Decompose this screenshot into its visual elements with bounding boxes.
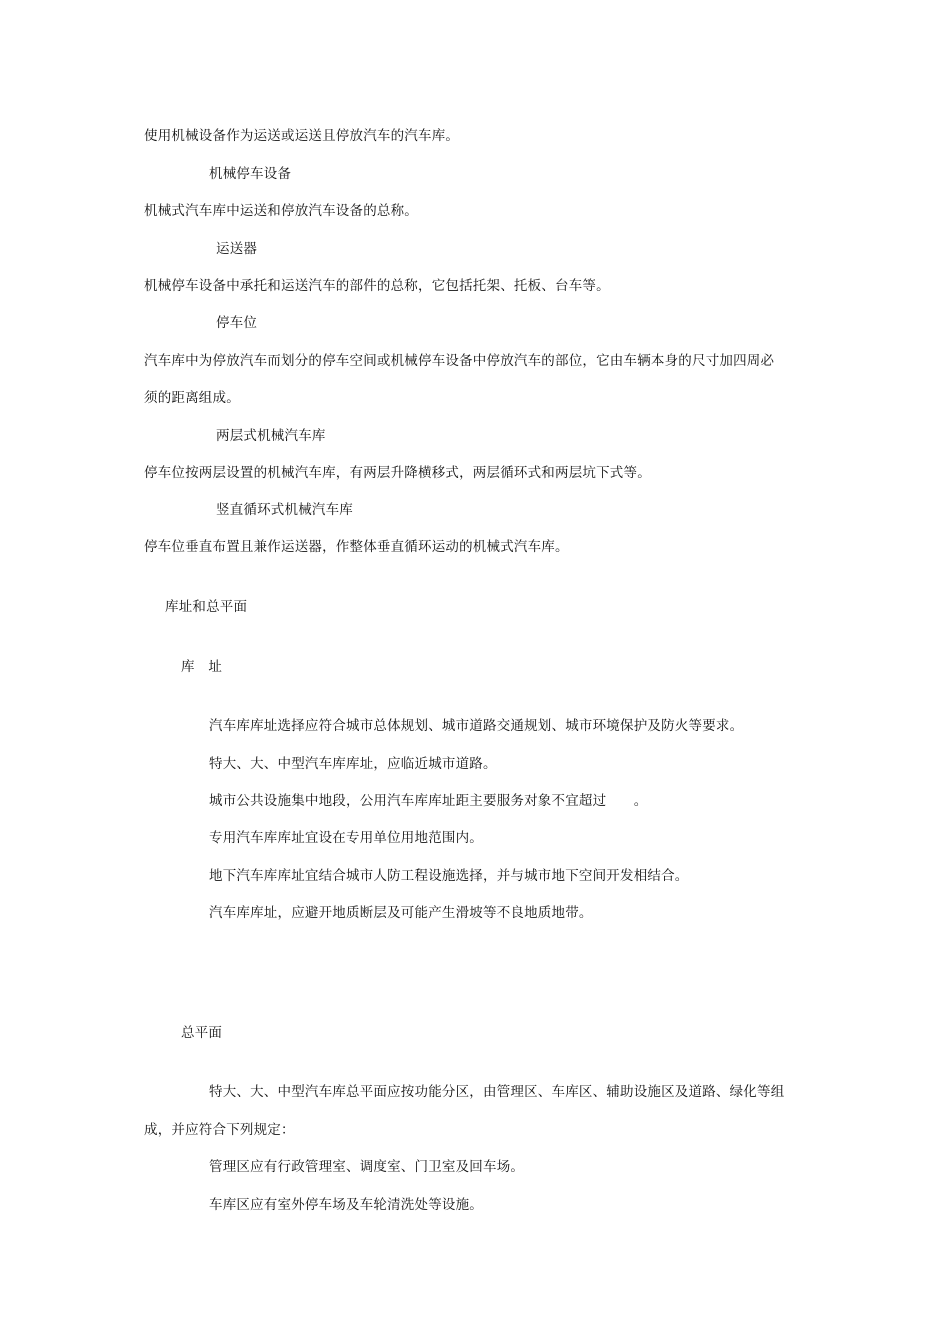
definition-text: 停车位垂直布置且兼作运送器，作整体垂直循环运动的机械式汽车库。 xyxy=(144,539,569,555)
term-heading: 机械停车设备 xyxy=(209,166,292,182)
section-heading: 库址和总平面 xyxy=(165,599,248,615)
clause-text: 特大、大、中型汽车库总平面应按功能分区，由管理区、车库区、辅助设施区及道路、绿化等组 xyxy=(209,1084,785,1100)
term-heading: 停车位 xyxy=(216,315,258,331)
clause-text: 汽车库库址选择应符合城市总体规划、城市道路交通规划、城市环境保护及防火等要求。 xyxy=(209,718,744,734)
clause-text: 管理区应有行政管理室、调度室、门卫室及回车场。 xyxy=(209,1159,525,1175)
subsection-heading: 库 址 xyxy=(181,659,223,675)
definition-text: 汽车库中为停放汽车而划分的停车空间或机械停车设备中停放汽车的部位，它由车辆本身的尺寸加四周必 xyxy=(144,353,775,369)
term-heading: 运送器 xyxy=(216,241,258,257)
term-heading: 两层式机械汽车库 xyxy=(216,428,326,444)
definition-text: 须的距离组成。 xyxy=(144,390,240,406)
subsection-heading: 总平面 xyxy=(181,1025,223,1041)
definition-text: 停车位按两层设置的机械汽车库，有两层升降横移式，两层循环式和两层坑下式等。 xyxy=(144,465,651,481)
definition-text: 使用机械设备作为运送或运送且停放汽车的汽车库。 xyxy=(144,128,460,144)
definition-text: 机械停车设备中承托和运送汽车的部件的总称，它包括托架、托板、台车等。 xyxy=(144,278,610,294)
definition-text: 机械式汽车库中运送和停放汽车设备的总称。 xyxy=(144,203,418,219)
clause-text: 车库区应有室外停车场及车轮清洗处等设施。 xyxy=(209,1197,483,1213)
clause-text: 汽车库库址，应避开地质断层及可能产生滑坡等不良地质地带。 xyxy=(209,905,593,921)
clause-text: 专用汽车库库址宜设在专用单位用地范围内。 xyxy=(209,830,483,846)
clause-text: 成，并应符合下列规定： xyxy=(144,1122,295,1138)
term-heading: 竖直循环式机械汽车库 xyxy=(216,502,353,518)
clause-text: 地下汽车库库址宜结合城市人防工程设施选择，并与城市地下空间开发相结合。 xyxy=(209,868,689,884)
clause-text: 城市公共设施集中地段，公用汽车库库址距主要服务对象不宜超过 。 xyxy=(209,793,648,809)
clause-text: 特大、大、中型汽车库库址，应临近城市道路。 xyxy=(209,756,497,772)
